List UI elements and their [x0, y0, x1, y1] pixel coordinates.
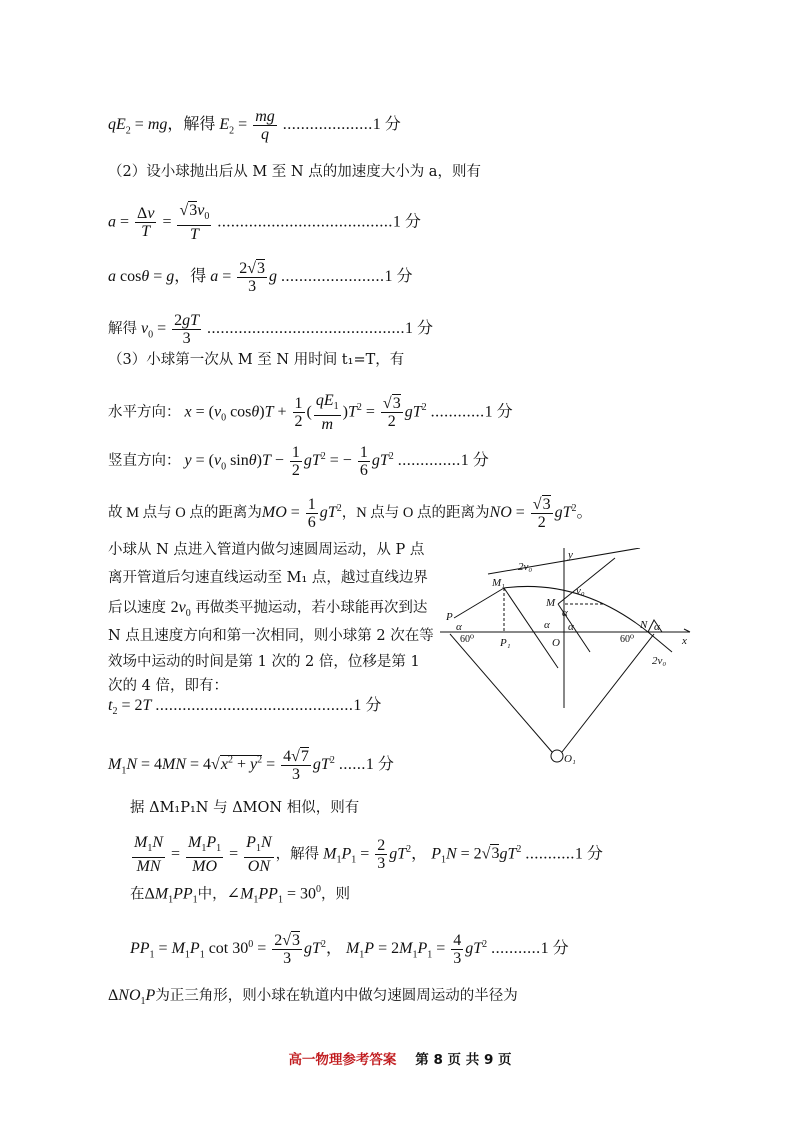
score: 1 分	[365, 756, 394, 774]
score: 1 分	[405, 320, 434, 338]
score: 1 分	[484, 403, 513, 421]
dot-leader: .......................	[281, 268, 385, 286]
fraction: $\frac{2√3}{3}$	[274, 932, 301, 967]
label-angle-right: 60⁰	[620, 634, 635, 645]
label-2v0-right: 2v₀	[652, 655, 667, 667]
score: 1 分	[540, 940, 569, 958]
equation-line-16: $\Delta NO_1P$为正三角形，则小球在轨道内中做匀速圆周运动的半径为	[108, 987, 518, 1008]
text-label: 竖直方向：	[108, 453, 181, 470]
text-label: ，N 点与 O 点的距离为	[341, 505, 490, 522]
fraction: $\frac{1}{2}$	[291, 444, 300, 479]
label-o: O	[552, 637, 560, 649]
fraction: $\frac{P_1N}{ON}$	[246, 834, 272, 876]
fraction: $\frac{1}{2}$	[294, 395, 303, 431]
fraction: $\frac{2√3}{3}$	[239, 260, 266, 295]
score: 1 分	[384, 268, 413, 286]
text-line-6: （3）小球第一次从 M 至 N 用时间 t₁=T，有	[108, 352, 405, 368]
label-alpha-3: α	[562, 607, 568, 619]
score: 1 分	[460, 452, 489, 470]
equation-line-7: 水平方向： $x = (v_0$ cosθ)T + $\frac{1}{2}$ ( $\frac{qE_1}{m}$ )$T^2$ = $\frac{√3}{2}$ $gT^2$ ............1 分	[108, 392, 513, 434]
paragraph-line: 效场中运动的时间是第 1 次的 2 倍，位移是第 1	[108, 654, 420, 670]
label-alpha-4: α	[654, 621, 660, 633]
equation-line-5: 解得 $v_0$ = $\frac{2gT}{3}$ ............................................1 分	[108, 312, 434, 347]
text-line-2: （2）设小球抛出后从 M 至 N 点的加速度大小为 a，则有	[108, 164, 481, 180]
fraction: $\frac{mg}{q}$	[255, 108, 275, 143]
label-n: N	[640, 619, 648, 631]
fraction: $\frac{2gT}{3}$	[174, 312, 200, 347]
label-y: y	[568, 549, 573, 561]
dot-leader: ....................	[282, 116, 373, 134]
fraction: $\frac{4√7}{3}$	[283, 748, 309, 783]
equation-line-9: 故 M 点与 O 点的距离为MO = $\frac{1}{6}$ $gT^2$，N 点与 O 点的距离为NO = $\frac{√3}{2}$ $gT^2$。	[108, 496, 593, 531]
fraction: $\frac{1}{6}$	[307, 496, 316, 531]
fraction: $\frac{qE_1}{m}$	[315, 392, 339, 434]
label-angle-left: 60⁰	[460, 634, 475, 645]
line-p-m1	[454, 588, 504, 618]
dot-leader: ...........	[525, 845, 575, 863]
paragraph-line: 小球从 N 点进入管道内做匀速圆周运动，从 P 点	[108, 542, 425, 558]
text-label: ，解得	[275, 846, 320, 863]
fraction: $\frac{M_1N}{MN}$	[134, 834, 163, 876]
physics-diagram	[440, 548, 700, 778]
equation-line-10: $t_2 = 2T$ ............................................1 分	[108, 697, 382, 718]
fraction: $\frac{√3v_0}{T}$	[179, 202, 210, 244]
page-footer	[0, 1048, 800, 1068]
equation-line-15: $PP_1 = M_1P_1$ $\cot 30^0$ = $\frac{2√3}{3}$ $gT^2$， $M_1P = 2M_1P_1$ = $\frac{4}{3}$ $gT^2$ ...........1 分	[130, 932, 569, 967]
label-alpha-1: α	[456, 621, 462, 633]
text-label: 再做类平抛运动，若小球能再次到达	[195, 600, 428, 616]
fraction: $\frac{√3}{2}$	[532, 496, 551, 531]
text-label: 水平方向：	[108, 404, 181, 421]
paragraph-line: 后以速度 $2v_0$ 再做类平抛运动，若小球能再次到达	[108, 599, 428, 620]
footer-page-number: 第 8 页 共 9 页	[415, 1052, 512, 1068]
text-label: 解得	[108, 321, 137, 338]
label-v0: v₀	[576, 585, 585, 597]
dot-leader: ............................................	[207, 320, 406, 338]
text-label: 。	[576, 504, 593, 522]
text-label: 中，	[197, 886, 227, 903]
fraction: $\frac{M_1P_1}{MO}$	[188, 834, 222, 876]
equation-line-1: $qE_2$ = mg，解得 $E_2$ = $\frac{mg}{q}$ ....................1 分	[108, 108, 401, 143]
text-label: ，则	[320, 886, 350, 903]
dot-leader: ..............	[397, 452, 461, 470]
fraction: $\frac{\Delta v}{T}$	[137, 205, 155, 241]
equation-line-8: 竖直方向： $y = (v_0$ sinθ)T − $\frac{1}{2}$ $gT^2$ = − $\frac{1}{6}$ $gT^2$ ..............1 分	[108, 444, 489, 479]
dot-leader: ............	[430, 403, 485, 421]
paragraph-line: N 点且速度方向和第一次相同，则小球第 2 次在等	[108, 628, 434, 644]
label-m: M	[546, 597, 556, 609]
text-line-12: 据 ΔM₁P₁N 与 ΔMON 相似，则有	[130, 800, 360, 816]
label-o1: O₁	[564, 753, 576, 765]
dot-leader: .......................................	[217, 213, 393, 231]
label-alpha-2: α	[544, 619, 550, 631]
text-label: 在	[130, 886, 145, 903]
equation-line-14: 在$\Delta M_1PP_1$中，$\angle M_1PP_1 = 30^0$，则	[130, 884, 350, 906]
fraction: $\frac{1}{6}$	[359, 444, 368, 479]
score: 1 分	[353, 697, 382, 714]
dot-leader: ...........	[491, 940, 541, 958]
text-label: 后以速度	[108, 600, 166, 616]
center-o1	[551, 750, 563, 762]
equation-line-13: $\frac{M_1N}{MN}$ = $\frac{M_1P_1}{MO}$ = $\frac{P_1N}{ON}$ ，解得 $M_1P_1$ = $\frac{2}{3}$ $gT^2$， $P_1N = 2√3gT^2$ ...........1 分	[134, 834, 603, 876]
label-alpha-5: α	[568, 621, 574, 633]
tube-left	[450, 634, 552, 752]
label-m1: M₁	[492, 577, 505, 589]
footer-title: 高一物理参考答案	[288, 1052, 397, 1068]
text-label: 故 M 点与 O 点的距离为	[108, 505, 262, 522]
score: 1 分	[372, 116, 401, 134]
label-2v0-top: 2v₀	[518, 561, 533, 573]
fraction: $\frac{√3}{2}$	[382, 395, 401, 431]
score: 1 分	[392, 213, 421, 231]
text-label: ，解得	[167, 116, 216, 134]
equation-line-11: $M_1N = 4MN = 4√x^2 + y^2$ = $\frac{4√7}{3}$ $gT^2$ ......1 分	[108, 748, 394, 783]
label-p: P	[446, 611, 453, 623]
paragraph-line: 次的 4 倍，即有：	[108, 678, 228, 694]
text-label: ，得	[174, 268, 207, 286]
dot-leader: ............................................	[155, 697, 354, 714]
text-label: 为正三角形，则小球在轨道内中做匀速圆周运动的半径为	[155, 988, 518, 1004]
v-arrow-n	[648, 632, 672, 652]
label-x: x	[682, 635, 687, 647]
label-p1: P₁	[500, 637, 511, 649]
equation-line-4: a cosθ = g，得 a = $\frac{2√3}{3}$ g .......................1 分	[108, 260, 413, 295]
score: 1 分	[574, 845, 603, 863]
paragraph-line: 离开管道后匀速直线运动至 M₁ 点，越过直线边界	[108, 570, 428, 586]
dot-leader: ......	[338, 756, 366, 774]
fraction: $\frac{2}{3}$	[377, 837, 386, 873]
tube-right	[562, 634, 654, 752]
fraction: $\frac{4}{3}$	[453, 932, 462, 967]
equation-line-3: a = $\frac{\Delta v}{T}$ = $\frac{√3v_0}{T}$ .......................................1 分	[108, 202, 421, 244]
